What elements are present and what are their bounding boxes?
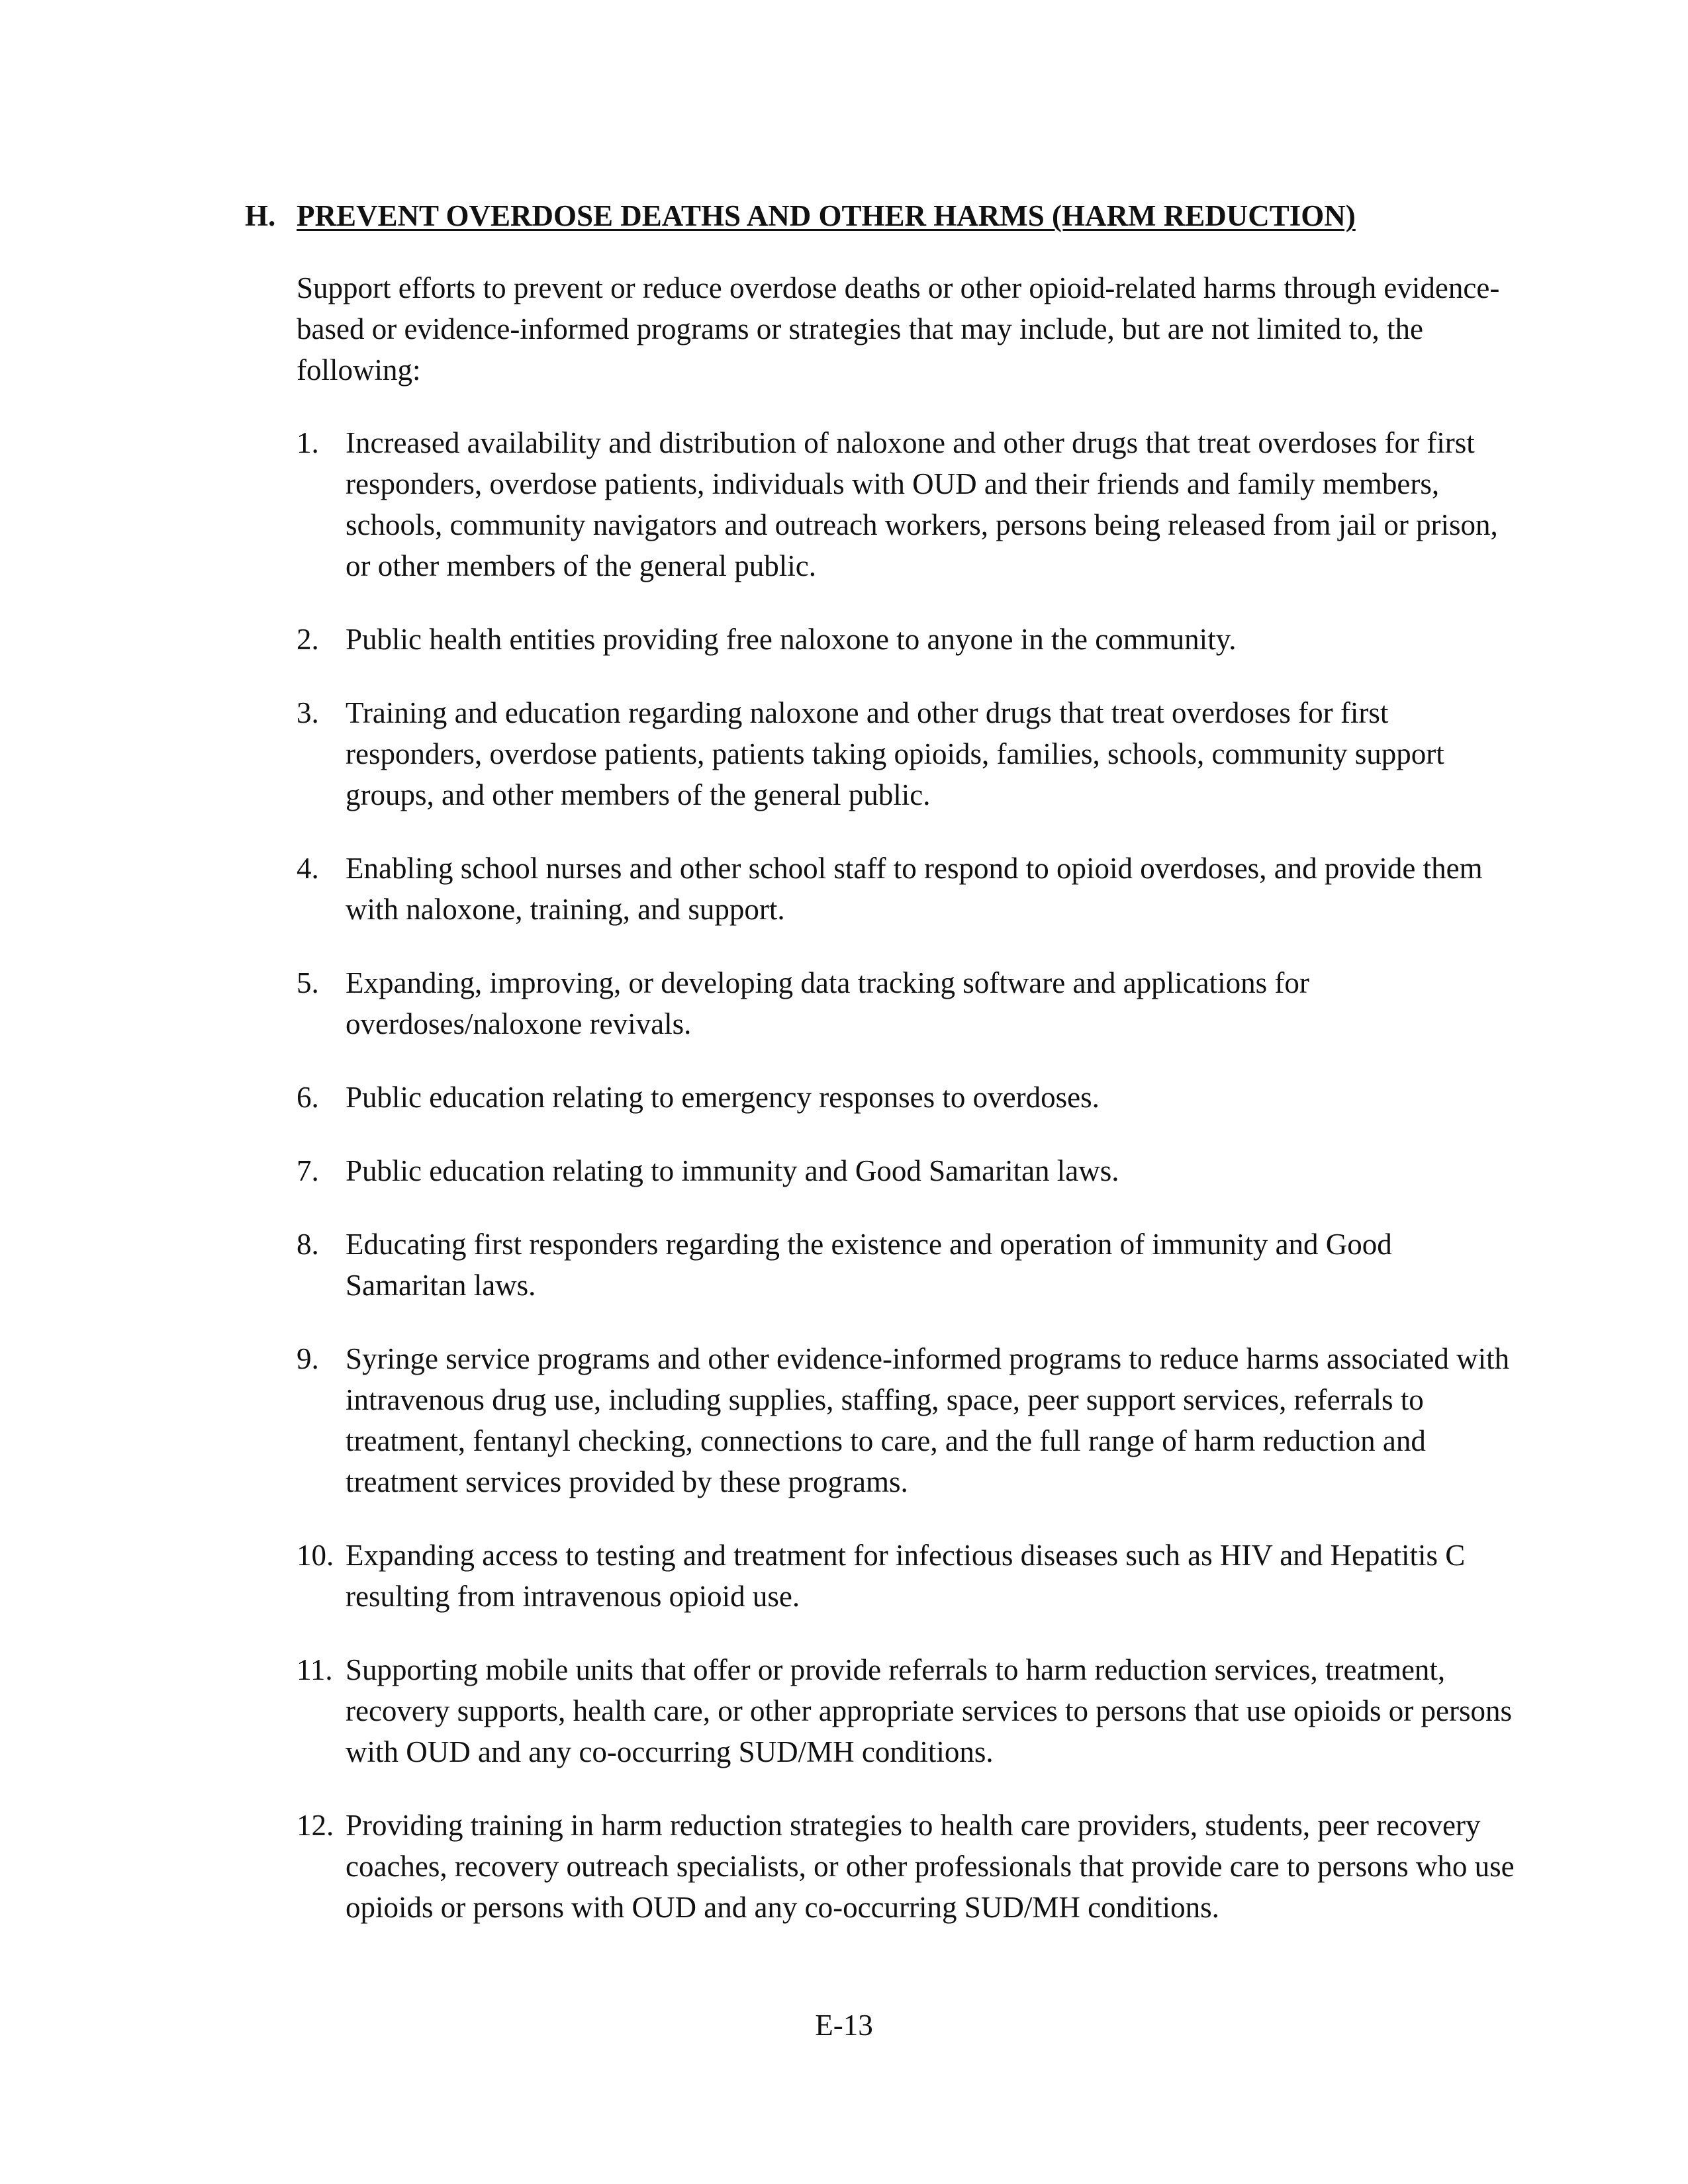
list-item: [297, 1150, 1515, 1191]
list-item-number: 12.: [297, 1809, 334, 1842]
section-heading: [245, 196, 1356, 236]
list-item-number: 6.: [297, 1081, 319, 1114]
list-item-text: Educating first responders regarding the existence and operation of immunity and Good Samaritan laws.: [346, 1228, 1392, 1302]
list-item-text: Expanding access to testing and treatment for infectious diseases such as HIV and Hepatitis C resulting from intravenous opioid use.: [346, 1539, 1466, 1613]
list-item-number: 5.: [297, 966, 319, 999]
list-item-number: 4.: [297, 852, 319, 885]
list-item: [297, 422, 1515, 586]
list-item-number: 1.: [297, 426, 319, 459]
list-item: [297, 1224, 1515, 1306]
list-item: [297, 1535, 1515, 1617]
list-item: [297, 962, 1515, 1044]
list-item-number: 11.: [297, 1653, 333, 1686]
strategy-list: [297, 422, 1515, 1960]
list-item: [297, 1077, 1515, 1118]
list-item-text: Public education relating to emergency responses to overdoses.: [346, 1081, 1100, 1114]
list-item-text: Syringe service programs and other evidence-informed programs to reduce harms associated with intravenous drug use, including supplies, staffing, space, peer support services, referrals to treatment, fentanyl checking, connections to care, and the full range of harm reduction and treatment services provided by these programs.: [346, 1342, 1510, 1498]
list-item-text: Training and education regarding naloxone and other drugs that treat overdoses for first responders, overdose patients, patients taking opioids, families, schools, community support groups, and other members of the general public.: [346, 696, 1444, 811]
list-item: [297, 692, 1515, 815]
list-item: [297, 848, 1515, 930]
list-item-text: Providing training in harm reduction strategies to health care providers, students, peer recovery coaches, recovery outreach specialists, or other professionals that provide care to persons who use opioids or persons with OUD and any co-occurring SUD/MH conditions.: [346, 1809, 1515, 1924]
section-letter: H.: [245, 199, 276, 232]
list-item-number: 8.: [297, 1228, 319, 1261]
list-item: [297, 1338, 1515, 1502]
list-item-number: 3.: [297, 696, 319, 729]
list-item-text: Expanding, improving, or developing data tracking software and applications for overdoses/naloxone revivals.: [346, 966, 1309, 1040]
page-number: E-13: [815, 2009, 873, 2042]
list-item-number: 7.: [297, 1154, 319, 1187]
list-item: [297, 619, 1515, 660]
list-item-number: 10.: [297, 1539, 334, 1572]
list-item-text: Public education relating to immunity and Good Samaritan laws.: [346, 1154, 1119, 1187]
list-item-number: 9.: [297, 1342, 319, 1375]
list-item: [297, 1805, 1515, 1928]
list-item-number: 2.: [297, 623, 319, 656]
section-title: PREVENT OVERDOSE DEATHS AND OTHER HARMS (HARM REDUCTION): [297, 199, 1356, 232]
list-item-text: Public health entities providing free naloxone to anyone in the community.: [346, 623, 1237, 656]
list-item-text: Supporting mobile units that offer or provide referrals to harm reduction services, treatment, recovery supports, health care, or other appropriate services to persons that use opioids or persons with OUD and any co-occurring SUD/MH conditions.: [346, 1653, 1512, 1768]
list-item: [297, 1649, 1515, 1772]
intro-paragraph: Support efforts to prevent or reduce overdose deaths or other opioid-related harms through evidence-based or evidence-informed programs or strategies that may include, but are not limited to, the following:: [297, 271, 1500, 387]
list-item-text: Increased availability and distribution of naloxone and other drugs that treat overdoses for first responders, overdose patients, individuals with OUD and their friends and family members, schools, community navigators and outreach workers, persons being released from jail or prison, or other members of the general public.: [346, 426, 1498, 582]
list-item-text: Enabling school nurses and other school staff to respond to opioid overdoses, and provide them with naloxone, training, and support.: [346, 852, 1483, 926]
